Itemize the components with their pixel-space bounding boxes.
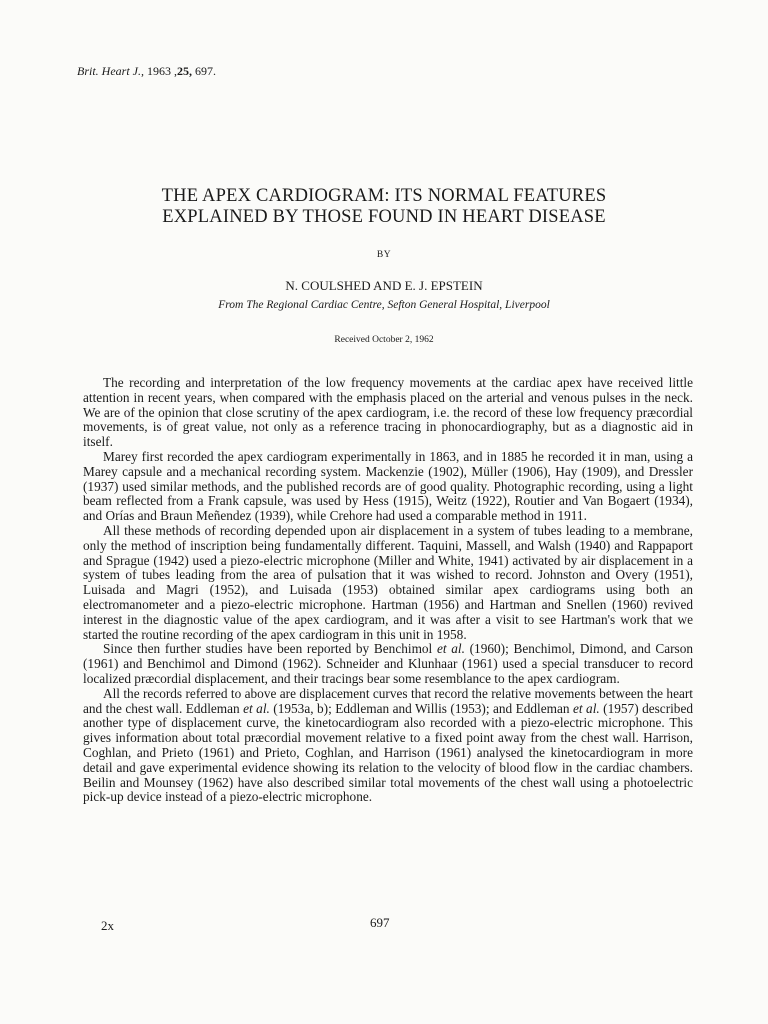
paragraph-5-et-al-1: et al. [243, 700, 270, 716]
citation-year: 1963 , [144, 64, 177, 78]
paragraph-4 [83, 642, 693, 686]
paragraph-5-text-a: All the records referred to above are displacement curves that record the relative movements between the heart and the chest wall. Eddleman [83, 685, 693, 716]
paragraph-1: The recording and interpretation of the low frequency movements at the cardiac apex have received little attention in recent years, when compared with the emphasis placed on the arterial and venous pulses in the neck. We are of the opinion that close scrutiny of the apex cardiogram, i.e. the record of these low frequency præcordial movements, is of great value, not only as a reference tracing in phonocardiography, but as a diagnostic aid in itself. [83, 375, 693, 450]
paragraph-4-text-b: (1960); Benchimol, Dimond, and Carson (1961) and Benchimol and Dimond (1962). Schneider and Klunhaar (1961) used a special transducer to record localized præcordial displacement, and their tracings bear some resemblance to the apex cardiogram. [83, 641, 693, 686]
paragraph-4-text-a: Since then further studies have been reported by Benchimol [103, 641, 437, 657]
page-number: 697 [370, 915, 390, 930]
article-body [83, 376, 693, 805]
by-line: BY [376, 250, 392, 260]
journal-name: Brit. Heart J., [77, 64, 144, 78]
authors: N. COULSHED AND E. J. EPSTEIN [285, 278, 483, 293]
journal-citation [77, 64, 216, 78]
article-title [0, 186, 768, 228]
title-line-1: THE APEX CARDIOGRAM: ITS NORMAL FEATURES [161, 186, 607, 206]
signature-mark: 2x [101, 918, 114, 933]
received-date: Received October 2, 1962 [334, 335, 434, 345]
paragraph-5 [83, 687, 693, 805]
paragraph-2: Marey first recorded the apex cardiogram experimentally in 1863, and in 1885 he recorded it in man, using a Marey capsule and a mechanical recording system. Mackenzie (1902), Müller (1906), Hay (1909), and Dressler (1937) used similar methods, and the published records are of good quality. Photographic recording, using a light beam reflected from a Frank capsule, was used by Hess (1915), Weitz (1922), Routier and Van Bogaert (1934), and Orías and Braun Meñendez (1939), while Crehore had used a comparable method in 1911. [83, 448, 693, 524]
paragraph-5-text-c: (1957) described another type of displacement curve, the kinetocardiogram also recorded with a piezo-electric microphone. This gives information about total præcordial movement relative to a fixed point away from the chest wall. Harrison, Coghlan, and Prieto (1961) and Prieto, Coghlan, and Harrison (1961) analysed the kinetocardiogram in more detail and gave experimental evidence showing its relation to the velocity of blood flow in the cardiac chambers. Beilin and Mounsey (1962) have also described similar total movements of the chest wall using a photoelectric pick-up device instead of a piezo-electric microphone. [83, 700, 694, 805]
paragraph-5-et-al-2: et al. [573, 700, 600, 716]
paragraph-4-et-al: et al. [436, 641, 465, 657]
citation-page: 697. [192, 64, 216, 78]
citation-volume: 25, [177, 64, 192, 78]
affiliation: From The Regional Cardiac Centre, Sefton General Hospital, Liverpool [218, 299, 550, 311]
paragraph-3: All these methods of recording depended upon air displacement in a system of tubes leading to a membrane, only the method of inscription being fundamentally different. Taquini, Massell, and Walsh (1940) and Rappaport and Sprague (1942) used a piezo-electric microphone (Miller and White, 1941) activated by air displacement in a system of tubes leading from the area of pulsation that it was wished to record. Johnston and Overy (1951), Luisada and Magri (1952), and Luisada (1953) obtained similar apex cardiograms using both an electromanometer and a piezo-electric microphone. Hartman (1956) and Hartman and Snellen (1960) revived interest in the diagnostic value of the apex cardiogram, and it was after a visit to see Hartman's work that we started the routine recording of the apex cardiogram in this unit in 1958. [83, 522, 693, 642]
paragraph-5-text-b: (1953a, b); Eddleman and Willis (1953); and Eddleman [269, 700, 573, 716]
title-line-2: EXPLAINED BY THOSE FOUND IN HEART DISEASE [162, 207, 606, 227]
